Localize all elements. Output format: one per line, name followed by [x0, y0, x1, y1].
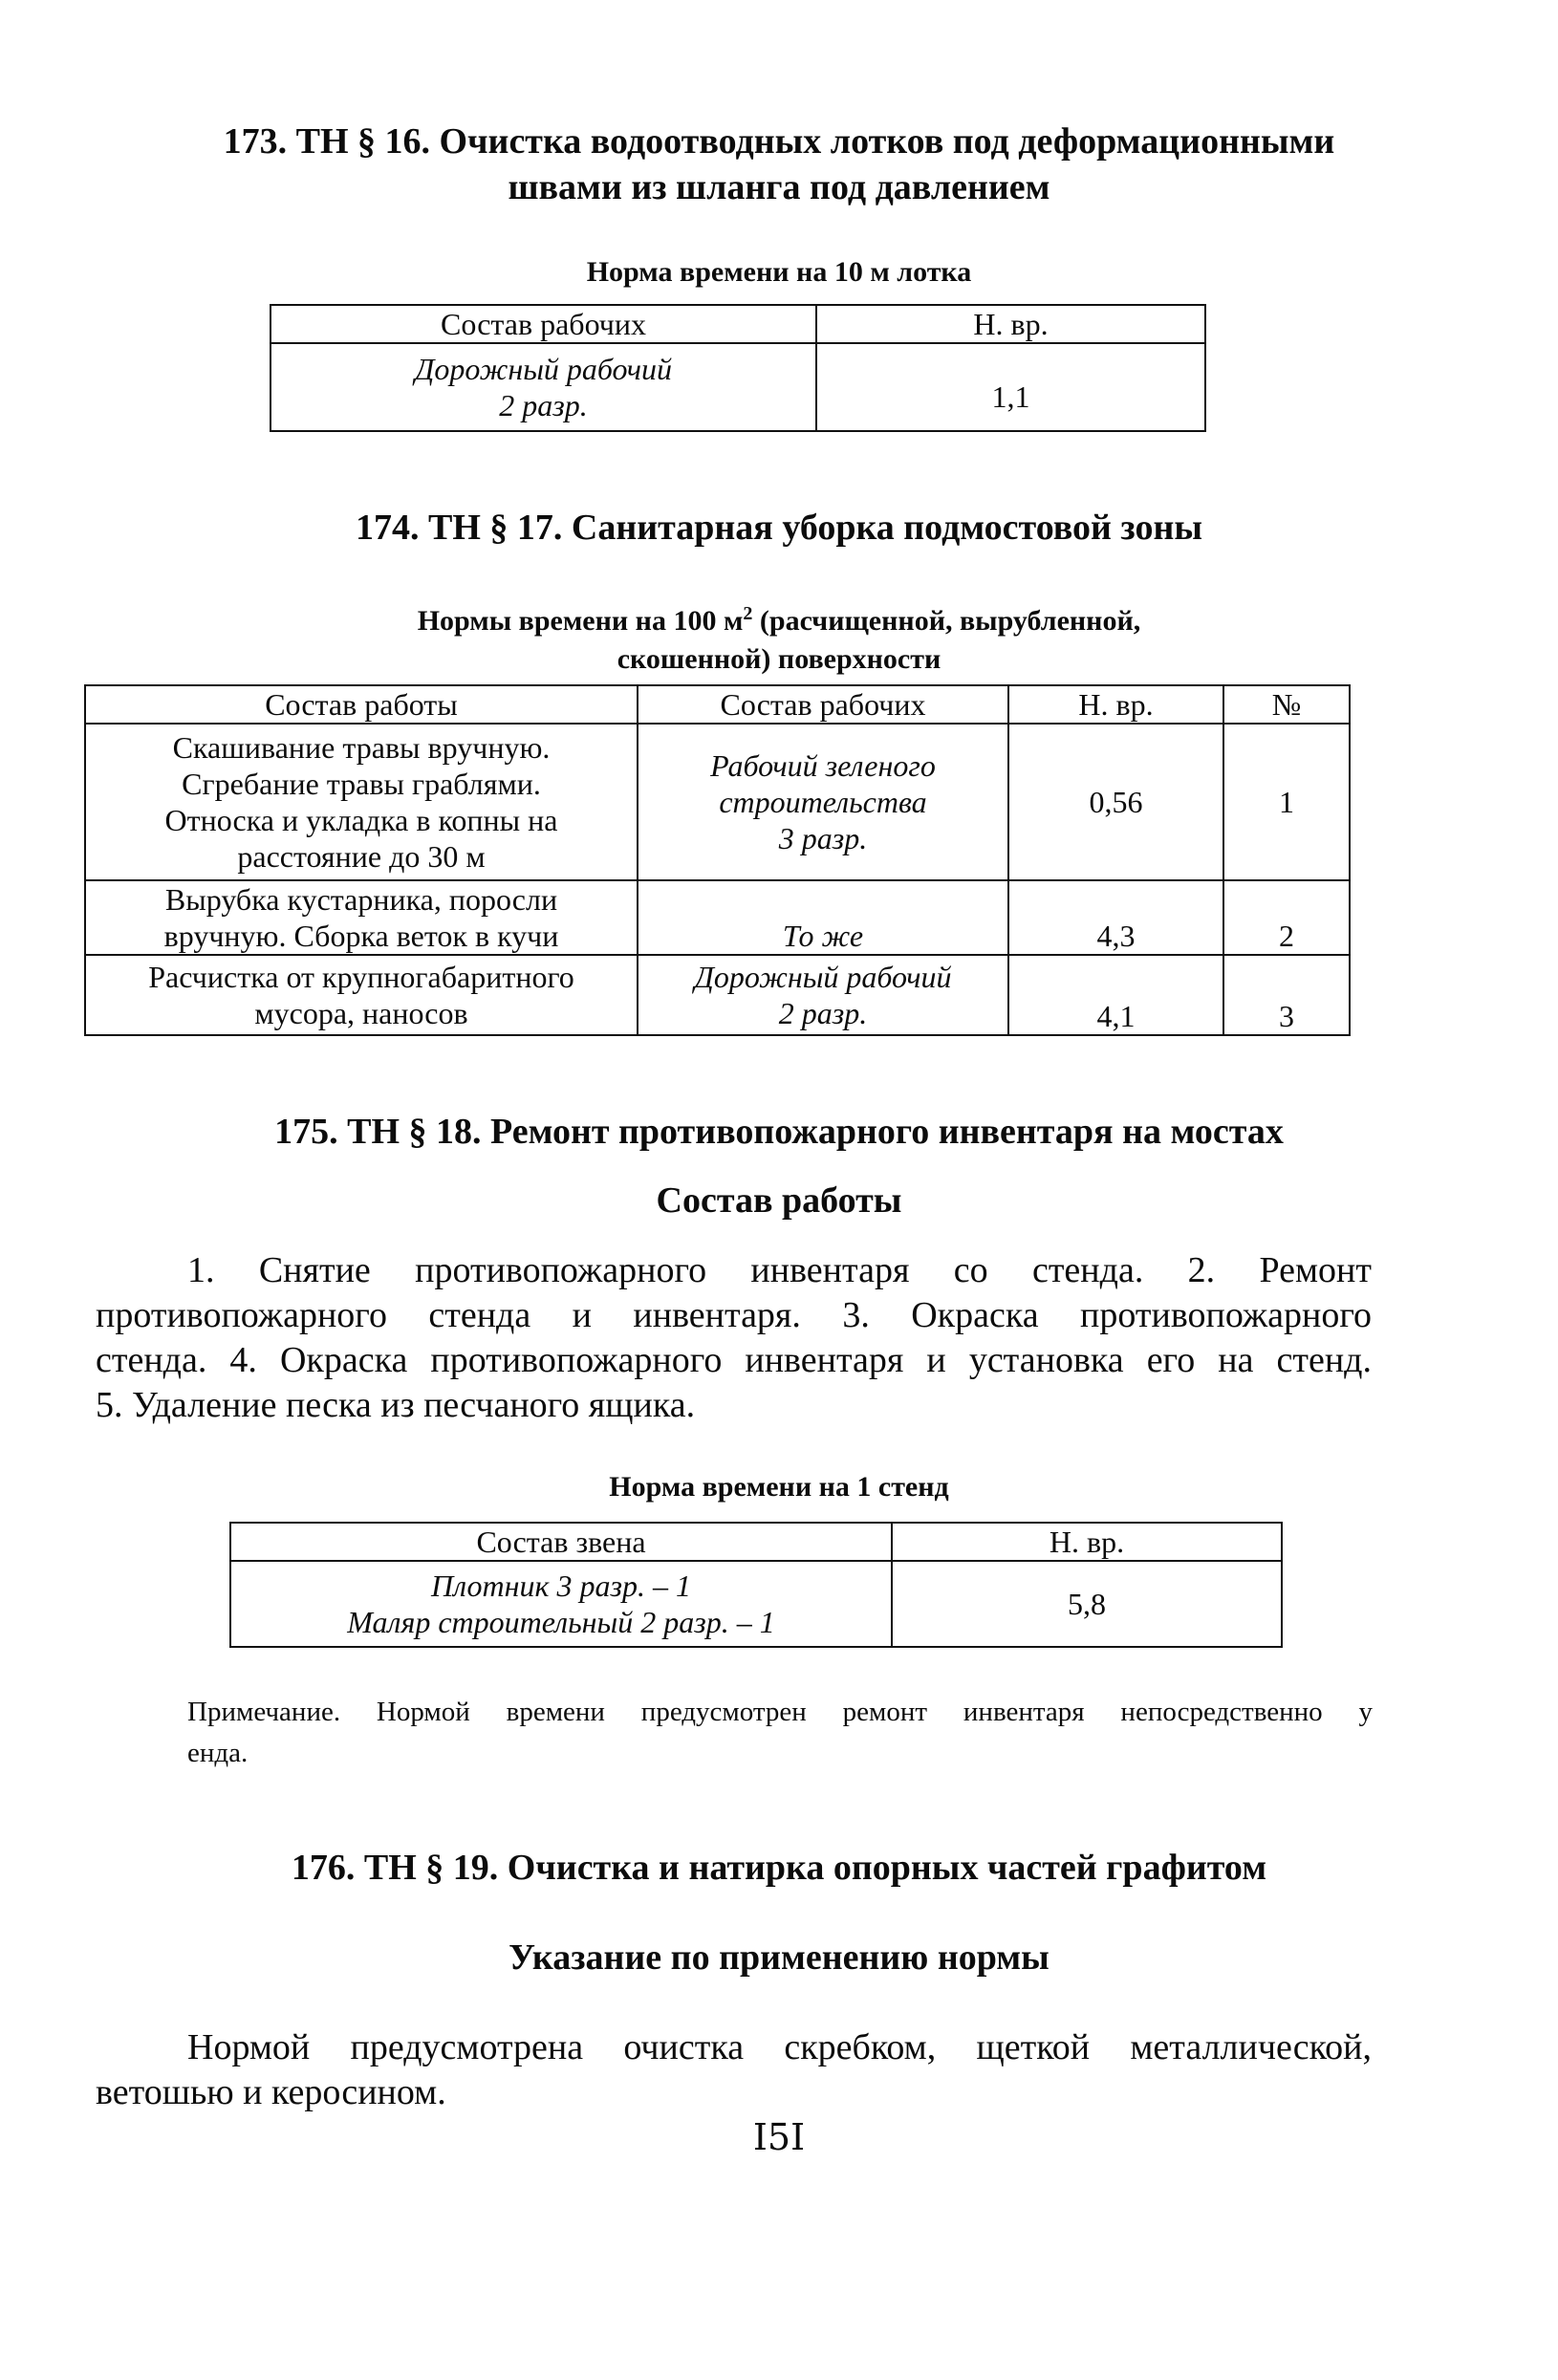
- header-work: Состав работы: [85, 685, 638, 724]
- cell-number: 2: [1223, 880, 1350, 955]
- header-norm: Н. вр.: [892, 1523, 1282, 1561]
- section-174-title: 174. ТН § 17. Санитарная уборка подмостовой зоны: [355, 508, 1203, 548]
- paragraph-line: противопожарного стенда и инвентаря. 3. Окраска противопожарного: [96, 1295, 1372, 1335]
- paragraph-line: 1. Снятие противопожарного инвентаря со стенда. 2. Ремонт: [187, 1250, 1372, 1290]
- table-header-row: [85, 685, 1350, 724]
- header-norm: Н. вр.: [1008, 685, 1223, 724]
- worker-line: Рабочий зеленого: [710, 748, 936, 783]
- cell-work: [85, 880, 638, 955]
- cell-norm: 0,56: [1008, 724, 1223, 880]
- work-line: Сгребание травы граблями.: [182, 767, 541, 801]
- table-row: [230, 1561, 1282, 1647]
- section-175-paragraph: [96, 1248, 1372, 1428]
- section-173-caption: Норма времени на 10 м лотка: [586, 256, 972, 288]
- section-176-subtitle: Указание по применению нормы: [509, 1937, 1049, 1978]
- worker-line: Дорожный рабочий: [694, 960, 952, 994]
- worker-line: строительства: [719, 785, 927, 819]
- paragraph-line: стенда. 4. Окраска противопожарного инвентаря и установка его на стенд.: [96, 1340, 1372, 1380]
- cell-number: 1: [1223, 724, 1350, 880]
- paragraph-line: 5. Удаление песка из песчаного ящика.: [96, 1385, 696, 1425]
- worker-line: Дорожный рабочий: [415, 352, 672, 386]
- section-173-title: [0, 119, 1558, 210]
- cell-number: 3: [1223, 955, 1350, 1035]
- work-line: Скашивание травы вручную.: [172, 730, 551, 765]
- cell-workers: [270, 343, 816, 431]
- header-crew: Состав звена: [230, 1523, 892, 1561]
- cell-norm: 4,1: [1008, 955, 1223, 1035]
- header-workers: Состав рабочих: [270, 305, 816, 343]
- crew-line: Маляр строительный 2 разр. – 1: [347, 1605, 775, 1639]
- work-line: Вырубка кустарника, поросли: [164, 882, 558, 917]
- paragraph-line: ветошью и керосином.: [96, 2072, 446, 2112]
- note-line: Примечание. Нормой времени предусмотрен ремонт инвентаря непосредственно у: [187, 1697, 1373, 1727]
- table-row: [270, 343, 1205, 431]
- section-175-title: 175. ТН § 18. Ремонт противопожарного инвентаря на мостах: [274, 1112, 1284, 1152]
- section-173-table: [270, 304, 1206, 432]
- cell-work: [85, 724, 638, 880]
- cell-workers: То же: [638, 880, 1008, 955]
- section-174-table: [84, 684, 1351, 1036]
- table-header-row: [270, 305, 1205, 343]
- cell-crew: [230, 1561, 892, 1647]
- crew-line: Плотник 3 разр. – 1: [431, 1569, 691, 1603]
- section-175-note: [187, 1692, 1373, 1774]
- cell-work: [85, 955, 638, 1035]
- cell-workers: [638, 955, 1008, 1035]
- work-line: мусора, наносов: [254, 996, 468, 1030]
- header-workers: Состав рабочих: [638, 685, 1008, 724]
- caption-superscript: 2: [743, 603, 753, 624]
- header-norm: Н. вр.: [816, 305, 1205, 343]
- page-number: I5I: [752, 2116, 806, 2158]
- caption-text: Нормы времени на 100 м: [417, 605, 744, 637]
- note-line: енда.: [187, 1738, 249, 1768]
- table-row: [85, 724, 1350, 880]
- worker-line: 3 разр.: [778, 821, 868, 855]
- section-173-title-line2: швами из шланга под давлением: [508, 167, 1050, 207]
- cell-norm: 4,3: [1008, 880, 1223, 955]
- section-174-caption: [0, 595, 1558, 679]
- section-176-title: 176. ТН § 19. Очистка и натирка опорных частей графитом: [291, 1848, 1267, 1888]
- caption-text-cont: (расчищенной, вырубленной,: [752, 605, 1141, 637]
- caption-line2: скошенной) поверхности: [617, 643, 941, 675]
- work-line: Расчистка от крупногабаритного: [148, 960, 574, 994]
- cell-norm: 1,1: [816, 343, 1205, 431]
- section-175-subtitle: Состав работы: [656, 1180, 902, 1221]
- section-175-table: [229, 1522, 1283, 1648]
- caption-line1: [0, 595, 1558, 640]
- cell-norm: 5,8: [892, 1561, 1282, 1647]
- table-row: [85, 880, 1350, 955]
- section-175-caption: Норма времени на 1 стенд: [609, 1471, 949, 1503]
- paragraph-line: Нормой предусмотрена очистка скребком, щеткой металлической,: [187, 2027, 1372, 2067]
- cell-workers: [638, 724, 1008, 880]
- table-row: [85, 955, 1350, 1035]
- worker-line: 2 разр.: [778, 996, 868, 1030]
- work-line: вручную. Сборка веток в кучи: [163, 919, 559, 953]
- worker-grade: 2 разр.: [499, 388, 588, 422]
- work-line: Относка и укладка в копны на: [164, 803, 558, 837]
- section-173-title-line1: 173. ТН § 16. Очистка водоотводных лотков под деформационными: [223, 121, 1335, 162]
- work-line: расстояние до 30 м: [237, 839, 486, 874]
- section-176-paragraph: [96, 2025, 1372, 2115]
- table-header-row: [230, 1523, 1282, 1561]
- header-number: №: [1223, 685, 1350, 724]
